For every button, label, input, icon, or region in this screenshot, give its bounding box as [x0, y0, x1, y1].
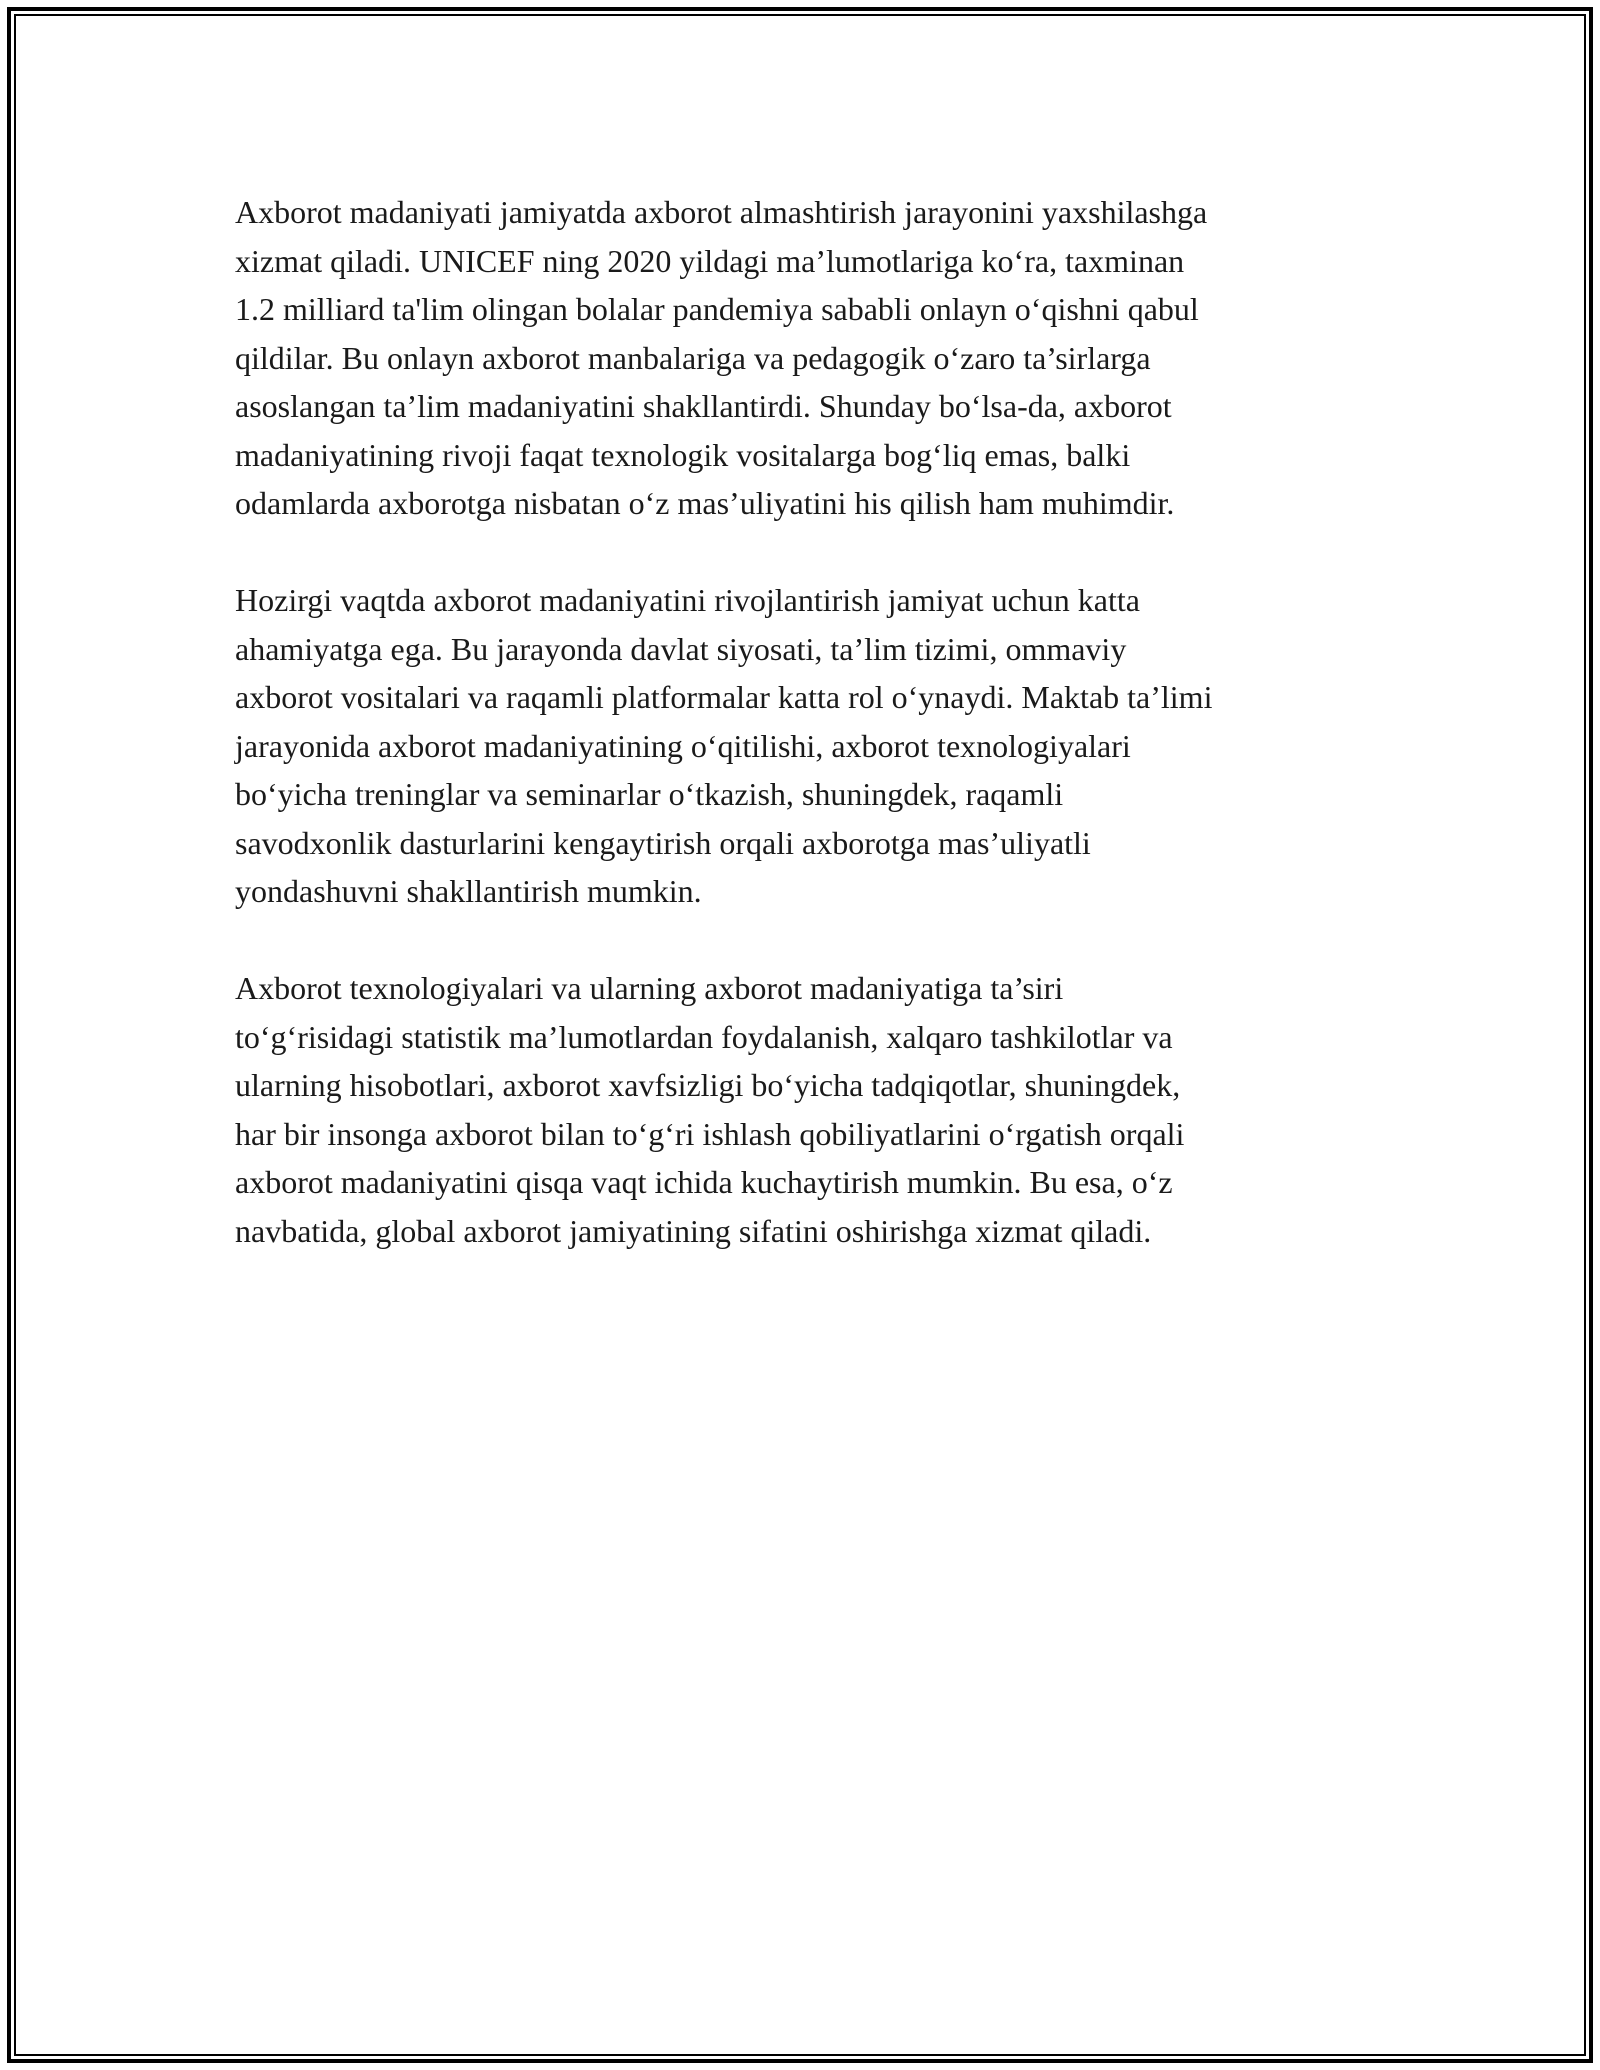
paragraph-line: odamlarda axborotga nisbatan o‘z mas’uliyatini his qilish ham muhimdir. — [235, 485, 1175, 521]
paragraph-line: madaniyatining rivoji faqat texnologik vositalarga bog‘liq emas, balki — [235, 436, 1131, 473]
paragraph-3 — [235, 964, 1365, 1255]
paragraph-line: ularning hisobotlari, axborot xavfsizligi bo‘yicha tadqiqotlar, shuningdek, — [235, 1067, 1181, 1103]
paragraph-line: xizmat qiladi. UNICEF ning 2020 yildagi ma’lumotlariga ko‘ra, taxminan — [235, 242, 1185, 279]
paragraph-line: har bir insonga axborot bilan to‘g‘ri ishlash qobiliyatlarini o‘rgatish orqali — [235, 1115, 1185, 1152]
paragraph-line: axborot vositalari va raqamli platformalar katta rol o‘ynaydi. Maktab ta’limi — [235, 679, 1213, 715]
paragraph-line: axborot madaniyatini qisqa vaqt ichida kuchaytirish mumkin. Bu esa, o‘z — [235, 1164, 1173, 1200]
paragraph-line: yondashuvni shakllantirish mumkin. — [235, 873, 702, 909]
document-body — [235, 188, 1365, 1304]
paragraph-line: asoslangan ta’lim madaniyatini shakllantirdi. Shunday bo‘lsa-da, axborot — [235, 388, 1172, 424]
paragraph-line: savodxonlik dasturlarini kengaytirish orqali axborotga mas’uliyatli — [235, 824, 1091, 861]
paragraph-line: qildilar. Bu onlayn axborot manbalariga va pedagogik o‘zaro ta’sirlarga — [235, 339, 1151, 376]
paragraph-line: Axborot madaniyati jamiyatda axborot almashtirish jarayonini yaxshilashga — [235, 194, 1208, 230]
paragraph-line: navbatida, global axborot jamiyatining sifatini oshirishga xizmat qiladi. — [235, 1212, 1152, 1249]
paragraph-line: Axborot texnologiyalari va ularning axborot madaniyatiga ta’siri — [235, 970, 1064, 1006]
paragraph-line: bo‘yicha treninglar va seminarlar o‘tkazish, shuningdek, raqamli — [235, 776, 1064, 812]
paragraph-line: ahamiyatga ega. Bu jarayonda davlat siyosati, ta’lim tizimi, ommaviy — [235, 630, 1127, 667]
paragraph-line: to‘g‘risidagi statistik ma’lumotlardan foydalanish, xalqaro tashkilotlar va — [235, 1018, 1173, 1055]
paragraph-2 — [235, 576, 1365, 916]
paragraph-line: jarayonida axborot madaniyatining o‘qitilishi, axborot texnologiyalari — [235, 727, 1131, 764]
paragraph-line: Hozirgi vaqtda axborot madaniyatini rivojlantirish jamiyat uchun katta — [235, 582, 1140, 618]
paragraph-line: 1.2 milliard ta'lim olingan bolalar pandemiya sababli onlayn o‘qishni qabul — [235, 291, 1199, 327]
paragraph-1 — [235, 188, 1365, 528]
